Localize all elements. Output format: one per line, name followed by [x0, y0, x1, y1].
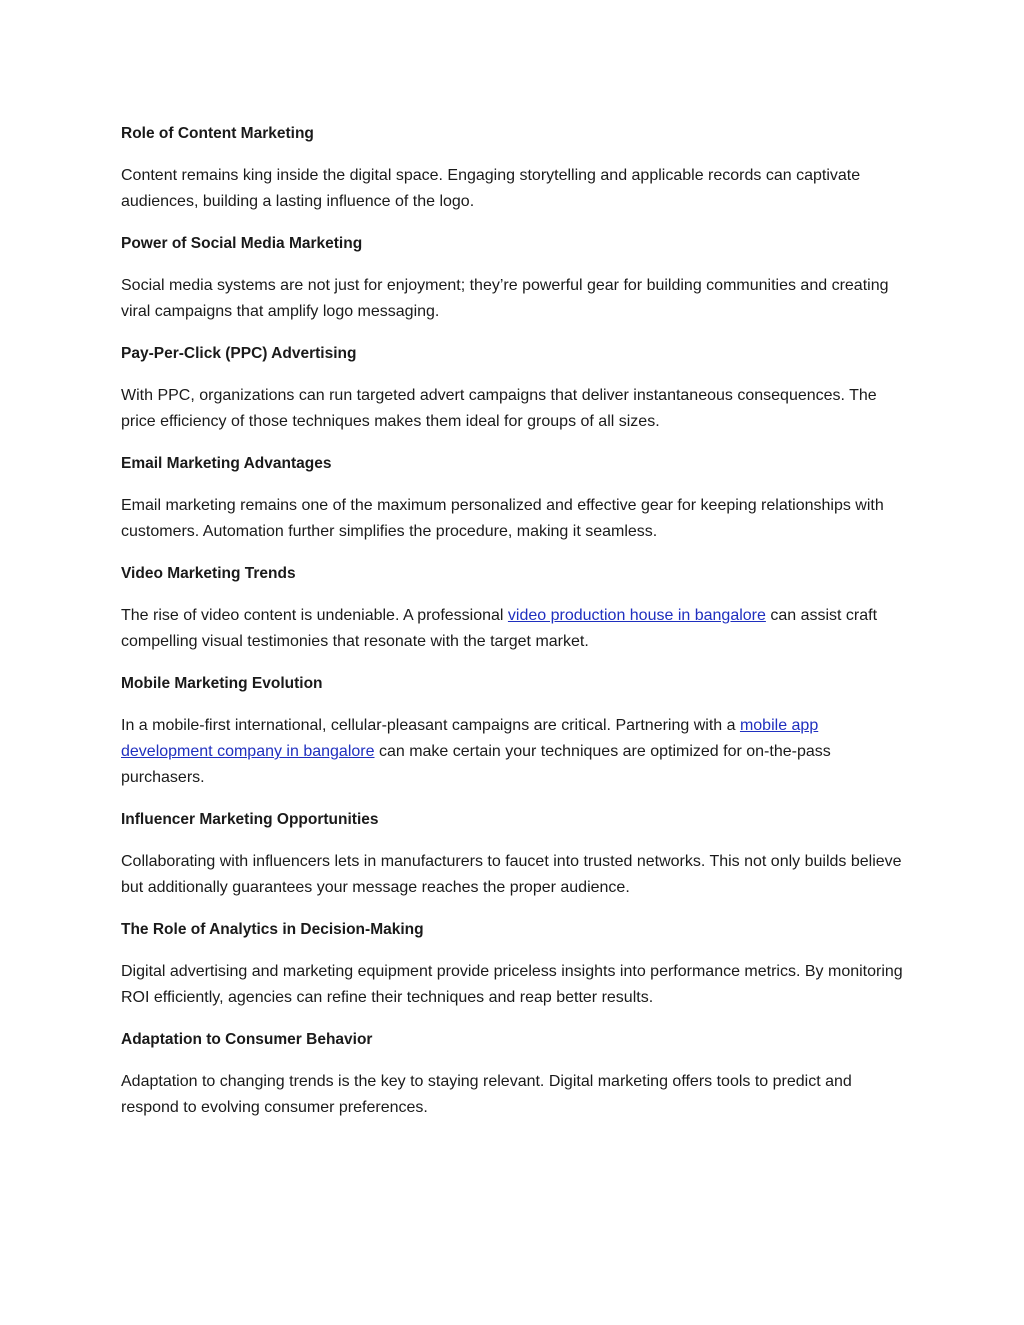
section-paragraph: Adaptation to changing trends is the key to staying relevant. Digital marketing offers tools to predict and respond to evolving consumer preferences.: [121, 1073, 852, 1116]
section-paragraph: With PPC, organizations can run targeted advert campaigns that deliver instantaneous consequences. The price efficiency of those techniques makes them ideal for groups of all sizes.: [121, 387, 877, 430]
mobile-app-link[interactable]: mobile app development company in bangalore: [121, 717, 819, 760]
section-paragraph: Content remains king inside the digital space. Engaging storytelling and applicable records can captivate audiences, building a lasting influence of the logo.: [121, 167, 861, 210]
section-heading: Pay-Per-Click (PPC) Advertising: [121, 345, 357, 362]
section-paragraph: Digital advertising and marketing equipment provide priceless insights into performance metrics. By monitoring ROI efficiently, agencies can refine their techniques and reap better results.: [121, 963, 903, 1006]
section-heading: Influencer Marketing Opportunities: [121, 811, 379, 828]
section-consumer-behavior: [121, 1027, 914, 1121]
section-influencer: [121, 807, 914, 901]
section-heading: Adaptation to Consumer Behavior: [121, 1031, 373, 1048]
section-heading: Mobile Marketing Evolution: [121, 675, 323, 692]
paragraph-text-before: In a mobile-first international, cellular-pleasant campaigns are critical. Partnering with a: [121, 717, 740, 734]
section-paragraph: Email marketing remains one of the maximum personalized and effective gear for keeping relationships with customers. Automation further simplifies the procedure, making it seamless.: [121, 497, 884, 540]
section-heading: Email Marketing Advantages: [121, 455, 332, 472]
section-paragraph: Social media systems are not just for enjoyment; they’re powerful gear for building communities and creating viral campaigns that amplify logo messaging.: [121, 277, 889, 320]
paragraph-text-after: can make certain your techniques are optimized for on-the-pass purchasers.: [121, 743, 831, 786]
paragraph-text-after: can assist craft compelling visual testimonies that resonate with the target market.: [121, 607, 878, 650]
section-heading: Power of Social Media Marketing: [121, 235, 363, 252]
section-heading: Video Marketing Trends: [121, 565, 296, 582]
video-production-link[interactable]: video production house in bangalore: [507, 607, 766, 624]
section-mobile: [121, 671, 914, 791]
section-heading: Role of Content Marketing: [121, 125, 314, 142]
section-heading: The Role of Analytics in Decision-Making: [121, 921, 424, 938]
section-paragraph: Collaborating with influencers lets in manufacturers to faucet into trusted networks. This not only builds believe but additionally guarantees your message reaches the proper audience.: [121, 853, 902, 896]
section-content-marketing: [121, 121, 914, 215]
section-paragraph: [121, 603, 914, 655]
section-ppc: [121, 341, 914, 435]
section-analytics: [121, 917, 914, 1011]
section-video: [121, 561, 914, 655]
section-social-media: [121, 231, 914, 325]
section-paragraph: [121, 713, 914, 791]
section-email: [121, 451, 914, 545]
paragraph-text-before: The rise of video content is undeniable. A professional: [121, 607, 508, 624]
